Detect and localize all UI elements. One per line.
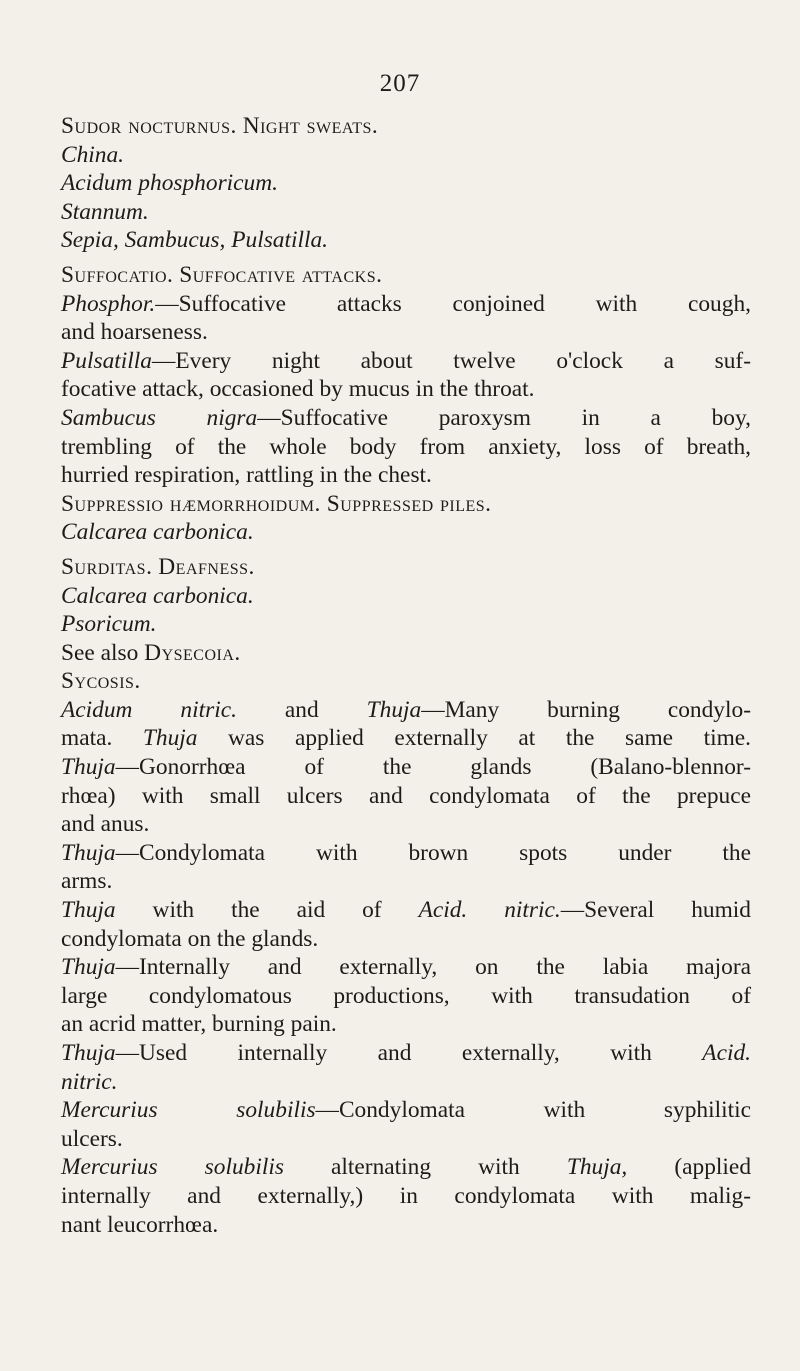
remedy-name: China. [61,141,125,168]
text-run: —Used internally and externally, with [115,1040,652,1066]
text-line: trembling of the whole body from anxiety, loss of breath, [61,433,751,460]
remedy-line [61,518,751,547]
text-line [61,1153,751,1182]
remedy-name: Thuja [366,696,422,723]
heading-latin: Sycosis. [61,668,141,695]
remedy-line [61,610,751,639]
text-line: and anus. [61,811,150,838]
text-line: arms. [61,868,113,895]
text-line: and hoarseness. [61,319,208,346]
text-run: —Every night about twelve o'clock a suf- [151,347,751,374]
heading-suffocatio [61,261,751,290]
remedy-name: Thuja [61,754,116,781]
text-line [61,953,751,982]
heading-latin: Suffocatio. [61,261,174,288]
heading-latin: Suppressio hæmorrhoidum. [61,490,321,517]
text-run: (applied [674,1154,752,1181]
heading-english: Deafness. [158,553,255,580]
text-line: large condylomatous productions, with transudation of [61,982,751,1009]
remedy-name: Psoricum. [61,611,157,638]
remedy-name: nitric. [61,1068,118,1095]
remedy-name: Acidum phosphoricum. [61,170,278,197]
remedy-name: Stannum. [61,198,149,225]
text-line: internally and externally,) in condylomata with malig- [61,1182,751,1209]
remedy-name: Thuja [61,839,116,866]
text-line [61,896,751,925]
text-run: alternating with [331,1154,520,1181]
text-line: focative attack, occasioned by mucus in the throat. [61,376,535,403]
remedy-line [61,226,751,255]
text-line: nant leucorrhœa. [61,1211,219,1238]
text-run: mata. [61,725,113,752]
text-line: condylomata on the glands. [61,925,319,952]
text-line [61,1068,751,1097]
text-line [61,1039,751,1068]
text-run: —Condylomata with syphilitic [315,1097,751,1124]
heading-sudor-nocturnus [61,112,751,141]
text-line: rhœa) with small ulcers and condylomata of the prepuce [61,782,751,809]
text-line [61,839,751,868]
text-run: and [284,696,319,723]
text-run: —Internally and externally, on the labia majora [115,954,751,981]
remedy-name: Mercurius solubilis [61,1154,284,1181]
heading-surditas [61,553,751,582]
remedy-name: Thuja [61,897,116,924]
remedy-name: Sepia, Sambucus, Pulsatilla. [61,227,329,254]
reference-heading: Dysecoia. [144,639,241,666]
text-run: —Many burning condylo- [421,696,751,723]
remedy-line [61,198,751,227]
cross-reference [61,639,751,668]
text-run: was applied externally at the same time. [228,725,752,752]
remedy-line [61,169,751,198]
heading-latin: Surditas. [61,553,153,580]
remedy-name: Mercurius solubilis [61,1097,316,1124]
remedy-name: Thuja [142,725,198,752]
text-run: See also [61,639,139,666]
text-line [61,696,751,725]
text-run: —Suffocative paroxysm in a boy, [257,404,751,431]
text-line: ulcers. [61,1125,123,1152]
text-line [61,347,751,376]
text-line [61,1096,751,1125]
remedy-name: Calcarea carbonica. [61,519,254,546]
text-line [61,753,751,782]
page-number: 207 [379,70,421,97]
remedy-line [61,141,751,170]
text-run: —Gonorrhœa of the glands (Balano-blennor- [115,754,751,781]
remedy-line [61,582,751,611]
heading-english: Suppressed piles. [326,490,492,517]
heading-sycosis [61,667,751,696]
heading-latin: Sudor nocturnus. [61,113,237,139]
text-run: —Condylomata with brown spots under the [115,839,751,866]
page-body [61,112,751,1239]
text-line: an acrid matter, burning pain. [61,1011,337,1038]
heading-suppressio [61,490,751,519]
text-line [61,404,751,433]
remedy-name: Thuja [61,954,116,981]
remedy-name: Acid. nitric. [418,897,561,924]
remedy-name: Calcarea carbonica. [61,582,254,609]
text-run: —Several humid [560,897,752,924]
remedy-name: Thuja [61,1040,116,1066]
text-line [61,290,751,319]
remedy-name: Phosphor. [61,290,156,317]
text-run: with the aid of [152,897,382,924]
heading-english: Night sweats. [242,113,379,139]
text-line [61,724,751,753]
remedy-name: Pulsatilla [61,347,152,374]
text-line: hurried respiration, rattling in the chest. [61,462,432,489]
remedy-name: Sambucus nigra [61,404,258,431]
remedy-name: Acid. [702,1040,751,1066]
remedy-name: Thuja, [566,1154,628,1181]
text-run: —Suffocative attacks conjoined with cough, [155,290,751,317]
remedy-name: Acidum nitric. [61,696,237,723]
heading-english: Suffocative attacks. [179,261,383,288]
